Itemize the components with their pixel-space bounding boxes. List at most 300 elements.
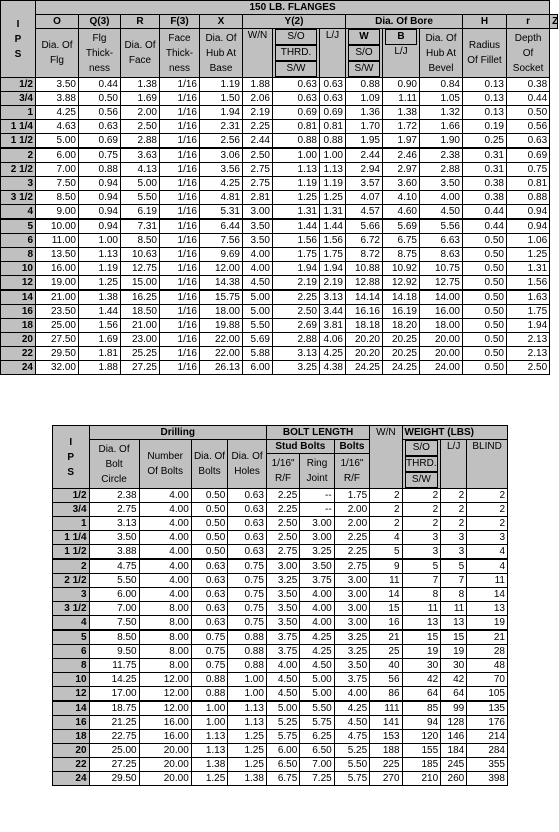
value-cell: 4.00 — [243, 248, 273, 262]
col-letter-z: Z — [550, 15, 558, 29]
value-cell: 5.50 — [300, 701, 334, 716]
value-cell: 0.50 — [463, 347, 507, 361]
value-cell: 29.50 — [89, 772, 139, 786]
bolting-row — [53, 489, 508, 503]
value-cell: 3.50 — [334, 659, 369, 673]
stud-rf: 1/16" R/F — [266, 454, 299, 489]
value-cell: 4.50 — [420, 205, 463, 220]
value-cell: 4.50 — [266, 687, 299, 702]
value-cell: 13 — [441, 616, 467, 631]
value-cell: 0.75 — [191, 630, 228, 645]
value-cell: 0.75 — [228, 574, 267, 588]
value-cell: 16.19 — [383, 305, 420, 319]
value-cell: 3.75 — [266, 630, 299, 645]
value-cell: 2 — [467, 503, 508, 517]
flange-row — [1, 177, 558, 191]
value-cell: 5.25 — [334, 744, 369, 758]
ips-size-cell: 3 — [53, 588, 90, 602]
value-cell: 8.50 — [89, 630, 139, 645]
value-cell: 1.11 — [383, 92, 420, 106]
sub-so: S/O — [275, 29, 317, 45]
value-cell: 0.50 — [463, 234, 507, 248]
ips-size-cell: 2 — [53, 559, 90, 574]
bolting-row — [53, 701, 508, 716]
value-cell: 21 — [467, 630, 508, 645]
value-cell: 10.88 — [346, 262, 383, 276]
bolting-row — [53, 673, 508, 687]
value-cell: 6.63 — [420, 234, 463, 248]
value-cell: 2.81 — [243, 191, 273, 205]
value-cell: 0.31 — [463, 148, 507, 163]
value-cell: 5.00 — [266, 701, 299, 716]
ips-size-cell: 20 — [1, 333, 36, 347]
value-cell: 27.25 — [89, 758, 139, 772]
value-cell: 135 — [467, 701, 508, 716]
value-cell: 1.05 — [420, 92, 463, 106]
value-cell: 3.00 — [334, 616, 369, 631]
value-cell: 4.25 — [300, 630, 334, 645]
value-cell: 15 — [441, 630, 467, 645]
value-cell: 1.13 — [191, 730, 228, 744]
flange-row — [1, 163, 558, 177]
value-cell: 1.38 — [228, 772, 267, 786]
value-cell: 8.00 — [139, 616, 191, 631]
sub-so-thrd-sw — [273, 29, 320, 78]
value-cell: 0.63 — [191, 559, 228, 574]
value-cell: 1.09 — [346, 92, 383, 106]
value-cell: 0.69 — [507, 148, 550, 163]
value-cell: 3.50 — [266, 616, 299, 631]
sub-dia-of-face: Dia. Of Face — [121, 29, 160, 78]
value-cell: 19 — [402, 645, 441, 659]
value-cell: 2.75 — [89, 503, 139, 517]
value-cell: 2 — [370, 503, 402, 517]
value-cell: 245 — [441, 758, 467, 772]
value-cell: -- — [300, 489, 334, 503]
sub-bore-w: W — [348, 29, 380, 45]
ips-size-cell: 1 1/4 — [53, 531, 90, 545]
value-cell: 0.90 — [383, 78, 420, 92]
bolting-row — [53, 503, 508, 517]
value-cell: 3.50 — [243, 234, 273, 248]
value-cell: 20.00 — [139, 758, 191, 772]
col-letter-r: R — [121, 15, 160, 29]
ips-header-2 — [53, 426, 90, 489]
ips-header — [1, 1, 36, 78]
value-cell: 3 — [441, 545, 467, 560]
value-cell: 10.75 — [420, 262, 463, 276]
value-cell: 0.50 — [191, 503, 228, 517]
value-cell: 5.50 — [243, 319, 273, 333]
value-cell: 12.88 — [346, 276, 383, 291]
bolting-row — [53, 772, 508, 786]
value-cell: 1/16 — [160, 276, 200, 291]
stud-bolts-header: Stud Bolts — [266, 440, 334, 454]
value-cell: 6.72 — [346, 234, 383, 248]
ips-size-cell: 1/2 — [1, 78, 36, 92]
value-cell: 5.25 — [266, 716, 299, 730]
value-cell: 18.18 — [346, 319, 383, 333]
value-cell: 2.13 — [507, 347, 550, 361]
value-cell: 4.00 — [300, 588, 334, 602]
value-cell: 3.50 — [266, 602, 299, 616]
value-cell: 1.50 — [200, 92, 243, 106]
value-cell: 64 — [402, 687, 441, 702]
value-cell: 1.19 — [200, 78, 243, 92]
value-cell: 270 — [370, 772, 402, 786]
value-cell: 0.81 — [320, 120, 346, 134]
value-cell: 1/16 — [160, 205, 200, 220]
number-of-bolts: Number Of Bolts — [139, 440, 191, 489]
value-cell: 3.00 — [334, 602, 369, 616]
value-cell: 6.00 — [243, 361, 273, 375]
value-cell: 1.38 — [383, 106, 420, 120]
value-cell: 0.50 — [79, 92, 121, 106]
value-cell: 4.00 — [300, 616, 334, 631]
value-cell: 40 — [370, 659, 402, 673]
value-cell: 0.88 — [273, 134, 320, 149]
value-cell: 1.38 — [79, 290, 121, 305]
value-cell: 1.56 — [320, 234, 346, 248]
value-cell: 8.50 — [121, 234, 160, 248]
value-cell: 1.69 — [121, 92, 160, 106]
value-cell: 11 — [370, 574, 402, 588]
value-cell: 4.00 — [139, 559, 191, 574]
bolting-row — [53, 645, 508, 659]
ips2-letter-i: I — [69, 436, 73, 448]
value-cell: 1.13 — [228, 701, 267, 716]
value-cell: 8.00 — [139, 602, 191, 616]
value-cell: 2.50 — [507, 361, 550, 375]
ips-size-cell: 4 — [53, 616, 90, 631]
ips-size-cell: 2 — [1, 148, 36, 163]
col-letter-x: X — [200, 15, 243, 29]
ips-size-cell: 12 — [53, 687, 90, 702]
ips-size-cell: 4 — [1, 205, 36, 220]
value-cell: 1.19 — [320, 177, 346, 191]
value-cell: 2.50 — [266, 517, 299, 531]
value-cell: 1.72 — [383, 120, 420, 134]
value-cell: 3.25 — [273, 361, 320, 375]
value-cell: 0.75 — [228, 559, 267, 574]
value-cell: 1/16 — [160, 347, 200, 361]
value-cell: 1.13 — [191, 744, 228, 758]
col-letter-o: O — [36, 15, 79, 29]
value-cell: 19 — [467, 616, 508, 631]
value-cell: 11.75 — [89, 659, 139, 673]
value-cell: 3.00 — [243, 205, 273, 220]
value-cell: 21.00 — [36, 290, 79, 305]
flange-row — [1, 319, 558, 333]
value-cell: 2.88 — [273, 333, 320, 347]
value-cell: 5.50 — [89, 574, 139, 588]
value-cell: 2 — [402, 503, 441, 517]
value-cell: 5.00 — [36, 134, 79, 149]
value-cell: 12.00 — [139, 701, 191, 716]
bolting-row — [53, 531, 508, 545]
value-cell: 6.75 — [266, 772, 299, 786]
value-cell: 6.00 — [36, 148, 79, 163]
value-cell: 1/16 — [160, 120, 200, 134]
bolting-row — [53, 545, 508, 560]
value-cell: 4.25 — [334, 701, 369, 716]
value-cell: 5.75 — [334, 772, 369, 786]
value-cell: 0.69 — [79, 134, 121, 149]
value-cell: 2.69 — [273, 319, 320, 333]
value-cell: 2.56 — [200, 134, 243, 149]
value-cell: 16.25 — [121, 290, 160, 305]
value-cell: 0.63 — [79, 120, 121, 134]
value-cell: 5.88 — [243, 347, 273, 361]
weight-lj: L/J — [441, 440, 467, 489]
value-cell: 23.00 — [121, 333, 160, 347]
value-cell: 0.13 — [463, 92, 507, 106]
bolting-row — [53, 716, 508, 730]
value-cell: 27.25 — [121, 361, 160, 375]
value-cell: 176 — [467, 716, 508, 730]
flange-row — [1, 191, 558, 205]
ips-size-cell: 2 1/2 — [1, 163, 36, 177]
sub-bore-sw: S/W — [348, 61, 380, 77]
ips-size-cell: 10 — [1, 262, 36, 276]
value-cell: 26.13 — [200, 361, 243, 375]
value-cell: 20.20 — [346, 347, 383, 361]
value-cell: 3.63 — [121, 148, 160, 163]
ips-size-cell: 24 — [53, 772, 90, 786]
value-cell: 2.25 — [334, 531, 369, 545]
value-cell: 1.25 — [320, 191, 346, 205]
value-cell: 2.25 — [243, 120, 273, 134]
flange-row — [1, 361, 558, 375]
value-cell: 5 — [441, 559, 467, 574]
value-cell: 1.25 — [191, 772, 228, 786]
value-cell: 6.25 — [300, 730, 334, 744]
bolts-header: Bolts — [334, 440, 369, 454]
ips-size-cell: 1 1/4 — [1, 120, 36, 134]
value-cell: 0.88 — [79, 163, 121, 177]
value-cell: 6.19 — [121, 205, 160, 220]
value-cell: 4.06 — [320, 333, 346, 347]
value-cell: 4.75 — [89, 559, 139, 574]
value-cell: 1.75 — [334, 489, 369, 503]
value-cell: 56 — [370, 673, 402, 687]
ips-size-cell: 10 — [53, 673, 90, 687]
ips-size-cell: 20 — [53, 744, 90, 758]
value-cell: 185 — [402, 758, 441, 772]
bolting-rows — [53, 489, 508, 786]
drilling-header: Drilling — [89, 426, 266, 440]
ips-size-cell: 5 — [53, 630, 90, 645]
value-cell: 0.50 — [463, 248, 507, 262]
value-cell: 2.19 — [243, 106, 273, 120]
flange-rows — [1, 78, 558, 375]
ips2-letter-s: S — [67, 466, 75, 478]
value-cell: 8.50 — [36, 191, 79, 205]
value-cell: 6.50 — [300, 744, 334, 758]
ips-size-cell: 22 — [1, 347, 36, 361]
value-cell: 0.88 — [191, 687, 228, 702]
bolting-row — [53, 687, 508, 702]
value-cell: 2 — [441, 489, 467, 503]
value-cell: 16 — [370, 616, 402, 631]
value-cell: 1.31 — [320, 205, 346, 220]
value-cell: 7 — [441, 574, 467, 588]
value-cell: 1.31 — [273, 205, 320, 220]
value-cell: 260 — [441, 772, 467, 786]
ips-size-cell: 1 — [1, 106, 36, 120]
value-cell: 3.00 — [334, 574, 369, 588]
value-cell: 105 — [467, 687, 508, 702]
value-cell: 7.50 — [89, 616, 139, 631]
sub-flg-thickness: Flg Thick-ness — [79, 29, 121, 78]
sub-bore-w-group — [346, 29, 383, 78]
value-cell: 24.25 — [346, 361, 383, 375]
value-cell: 0.31 — [463, 163, 507, 177]
value-cell: 7.50 — [36, 177, 79, 191]
col-letter-y: Y(2) — [243, 15, 346, 29]
value-cell: 5.50 — [121, 191, 160, 205]
value-cell: 5.75 — [300, 716, 334, 730]
value-cell: 1.56 — [79, 319, 121, 333]
sub-sw: S/W — [275, 61, 317, 77]
value-cell: 3.00 — [334, 588, 369, 602]
value-cell: 85 — [402, 701, 441, 716]
value-cell: 0.63 — [228, 517, 267, 531]
col-letter-f: F(3) — [160, 15, 200, 29]
value-cell: 18.50 — [121, 305, 160, 319]
bolting-row — [53, 659, 508, 673]
flange-row — [1, 134, 558, 149]
value-cell: 0.56 — [79, 106, 121, 120]
value-cell: 1.63 — [507, 290, 550, 305]
value-cell: 6.75 — [383, 234, 420, 248]
value-cell: 0.75 — [507, 163, 550, 177]
value-cell: 1.94 — [507, 319, 550, 333]
value-cell: 0.88 — [507, 191, 550, 205]
value-cell: 3.13 — [273, 347, 320, 361]
value-cell: 0.88 — [346, 78, 383, 92]
value-cell: 9.00 — [36, 205, 79, 220]
value-cell: 2.75 — [334, 559, 369, 574]
value-cell: 1.75 — [273, 248, 320, 262]
value-cell: 0.50 — [191, 489, 228, 503]
value-cell: 16.16 — [346, 305, 383, 319]
value-cell: 141 — [370, 716, 402, 730]
bolting-row — [53, 616, 508, 631]
sub-bore-lj: L/J — [394, 46, 408, 57]
value-cell: 1.44 — [79, 305, 121, 319]
value-cell: 0.50 — [191, 517, 228, 531]
value-cell: 1.25 — [507, 248, 550, 262]
value-cell: 1/16 — [160, 191, 200, 205]
value-cell: 30 — [402, 659, 441, 673]
value-cell: 0.88 — [191, 673, 228, 687]
value-cell: 9.69 — [200, 248, 243, 262]
value-cell: 8.00 — [139, 645, 191, 659]
value-cell: 10.92 — [383, 262, 420, 276]
value-cell: 7.25 — [300, 772, 334, 786]
value-cell: 11 — [441, 602, 467, 616]
value-cell: 214 — [467, 730, 508, 744]
sub-dia-of-flg: Dia. Of Flg — [36, 29, 79, 78]
value-cell: 2.44 — [346, 148, 383, 163]
value-cell: 1.13 — [273, 163, 320, 177]
value-cell: 11.00 — [36, 234, 79, 248]
value-cell: 8 — [402, 588, 441, 602]
value-cell: 12.00 — [139, 673, 191, 687]
value-cell: 4.13 — [121, 163, 160, 177]
value-cell: 146 — [441, 730, 467, 744]
value-cell: 0.63 — [191, 602, 228, 616]
value-cell: 14 — [370, 588, 402, 602]
value-cell: 0.50 — [191, 531, 228, 545]
flange-row — [1, 234, 558, 248]
value-cell: 2.46 — [383, 148, 420, 163]
value-cell: 3.00 — [266, 559, 299, 574]
value-cell: 0.50 — [463, 262, 507, 276]
value-cell: 42 — [441, 673, 467, 687]
weight-thrd: THRD. — [405, 456, 439, 472]
value-cell: 42 — [402, 673, 441, 687]
value-cell: 2.75 — [266, 545, 299, 560]
value-cell: 5.66 — [346, 219, 383, 234]
value-cell: 1.95 — [346, 134, 383, 149]
value-cell: 0.63 — [273, 78, 320, 92]
value-cell: 4.00 — [420, 191, 463, 205]
value-cell: 1.19 — [273, 177, 320, 191]
value-cell: 2.50 — [273, 305, 320, 319]
value-cell: 0.94 — [79, 205, 121, 220]
flange-row — [1, 78, 558, 92]
value-cell: 12.92 — [383, 276, 420, 291]
value-cell: 0.75 — [191, 645, 228, 659]
value-cell: 0.88 — [320, 134, 346, 149]
value-cell: 99 — [441, 701, 467, 716]
value-cell: 128 — [441, 716, 467, 730]
ips-size-cell: 1 1/2 — [1, 134, 36, 149]
value-cell: 0.44 — [79, 78, 121, 92]
value-cell: 0.44 — [463, 205, 507, 220]
value-cell: 2 — [402, 489, 441, 503]
value-cell: 1.88 — [243, 78, 273, 92]
flange-row — [1, 248, 558, 262]
value-cell: 14 — [467, 588, 508, 602]
value-cell: 21.25 — [89, 716, 139, 730]
value-cell: 25.00 — [36, 319, 79, 333]
value-cell: 6.00 — [266, 744, 299, 758]
value-cell: 4.10 — [383, 191, 420, 205]
value-cell: 153 — [370, 730, 402, 744]
value-cell: 15 — [370, 602, 402, 616]
bolting-row — [53, 559, 508, 574]
value-cell: 4.00 — [139, 531, 191, 545]
value-cell: 3.25 — [300, 545, 334, 560]
value-cell: 1/16 — [160, 78, 200, 92]
value-cell: 0.56 — [507, 120, 550, 134]
value-cell: 0.63 — [191, 588, 228, 602]
value-cell: 398 — [467, 772, 508, 786]
value-cell: 0.63 — [228, 531, 267, 545]
value-cell: 0.38 — [507, 78, 550, 92]
value-cell: 1.94 — [200, 106, 243, 120]
value-cell: 6.00 — [89, 588, 139, 602]
value-cell: 0.63 — [320, 92, 346, 106]
value-cell: 9.50 — [89, 645, 139, 659]
value-cell: 22.75 — [89, 730, 139, 744]
ips-size-cell: 3 1/2 — [1, 191, 36, 205]
value-cell: 1.13 — [320, 163, 346, 177]
value-cell: 3.00 — [300, 531, 334, 545]
